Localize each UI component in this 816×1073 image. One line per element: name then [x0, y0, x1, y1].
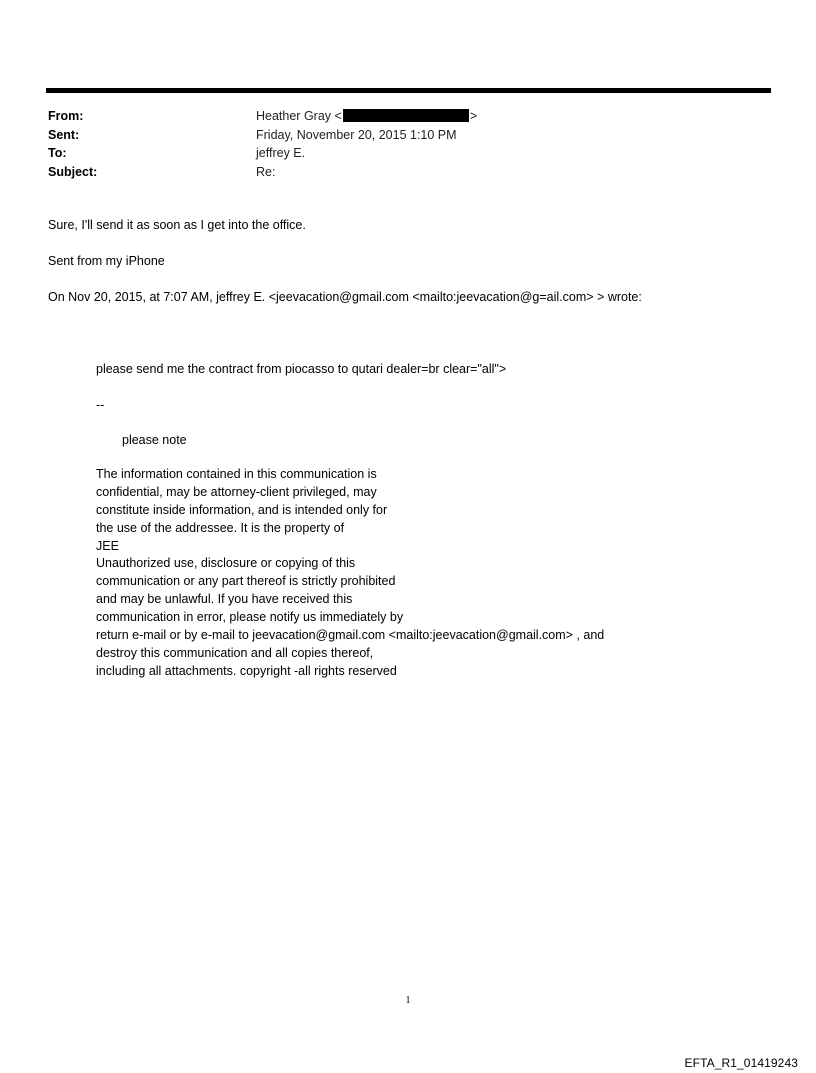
from-row: [48, 107, 748, 126]
disclaimer-line: communication or any part thereof is strictly prohibited: [96, 574, 396, 589]
subject-label: Subject:: [48, 164, 98, 179]
disclaimer-line: constitute inside information, and is intended only for: [96, 502, 388, 517]
quoted-request: please send me the contract from piocasso to qutari dealer=br clear="all">: [96, 362, 507, 376]
page-number: 1: [405, 995, 411, 1006]
disclaimer-line: the use of the addressee. It is the property of: [96, 520, 345, 535]
document-id: EFTA_R1_01419243: [684, 1056, 798, 1070]
disclaimer-line: including all attachments. copyright -all rights reserved: [96, 663, 397, 678]
signature-text: Sent from my iPhone: [48, 254, 165, 268]
disclaimer-line: destroy this communication and all copies thereof,: [96, 645, 374, 660]
disclaimer-line: communication in error, please notify us immediately by: [96, 610, 404, 625]
sent-row: [48, 126, 748, 145]
reply-text: Sure, I'll send it as soon as I get into the office.: [48, 218, 306, 232]
disclaimer-line: and may be unlawful. If you have received this: [96, 592, 353, 607]
to-row: [48, 144, 748, 163]
disclaimer-line: Unauthorized use, disclosure or copying of this: [96, 556, 356, 571]
signature-separator: --: [96, 398, 105, 412]
from-label: From:: [48, 109, 84, 123]
subject-row: [48, 163, 748, 182]
subject-value: Re:: [256, 164, 276, 179]
sender-close-bracket: >: [469, 109, 478, 123]
disclaimer-line: confidential, may be attorney-client privileged, may: [96, 484, 377, 499]
sender-name: Heather Gray <: [256, 109, 342, 123]
header-divider: [46, 88, 771, 93]
please-note-heading: please note: [122, 433, 187, 447]
to-label: To:: [48, 146, 67, 160]
disclaimer-line: return e-mail or by e-mail to jeevacation@gmail.com <mailto:jeevacation@gmail.com> , and: [96, 628, 605, 643]
from-value: [256, 107, 477, 126]
email-header: [48, 107, 748, 181]
disclaimer-line: JEE: [96, 538, 119, 553]
quote-intro: On Nov 20, 2015, at 7:07 AM, jeffrey E. <jeevacation@gmail.com <mailto:jeevacation@g=ail.com> > wrote:: [48, 290, 642, 304]
sent-value: Friday, November 20, 2015 1:10 PM: [256, 127, 457, 142]
to-value: jeffrey E.: [256, 146, 306, 160]
disclaimer-line: The information contained in this communication is: [96, 467, 377, 481]
sent-label: Sent:: [48, 127, 80, 142]
redaction-box: [343, 109, 469, 122]
confidentiality-disclaimer: [96, 466, 604, 681]
